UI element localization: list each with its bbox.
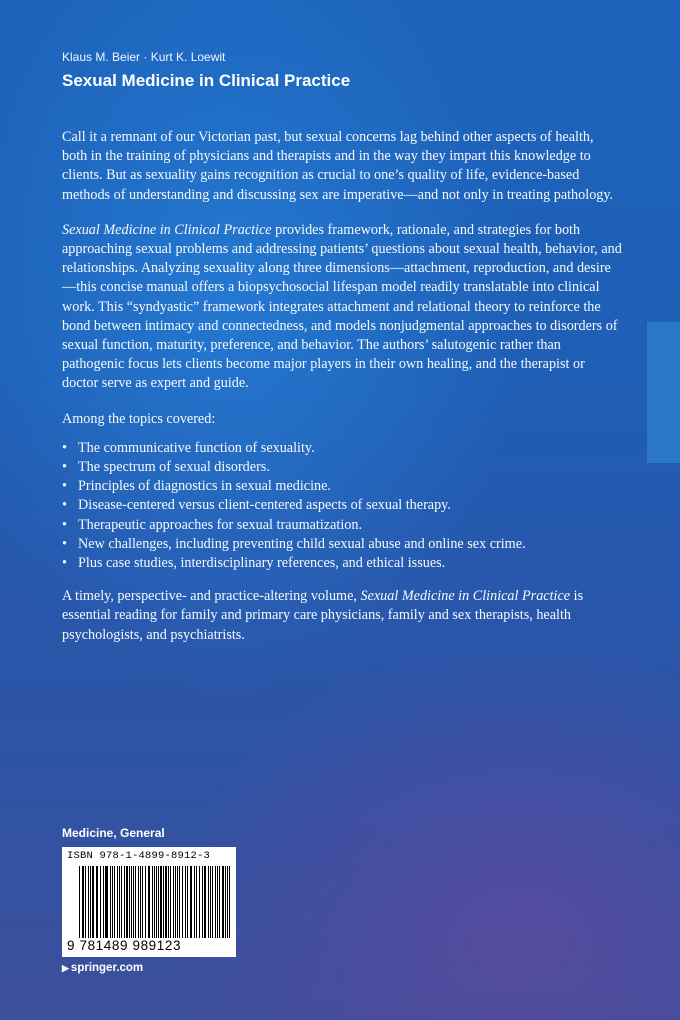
barcode-bar xyxy=(163,866,164,938)
bullet: • xyxy=(62,459,67,476)
barcode-bar xyxy=(199,866,200,938)
barcode-bar xyxy=(97,866,98,938)
barcode-bar xyxy=(79,866,80,938)
barcode-bar xyxy=(175,866,176,938)
arrow-icon: ▶ xyxy=(62,963,69,973)
barcode-bar xyxy=(135,866,136,938)
book-title: Sexual Medicine in Clinical Practice xyxy=(62,71,351,90)
barcode-bar xyxy=(88,866,89,938)
italic-title: Sexual Medicine in Clinical Practice xyxy=(360,588,571,605)
bullet: • xyxy=(62,439,67,456)
barcode-bar xyxy=(100,866,101,938)
barcode-bar xyxy=(119,866,120,938)
barcode-bar xyxy=(154,866,155,938)
barcode-bar xyxy=(96,866,97,938)
barcode-bar xyxy=(112,866,113,938)
subject-category: Medicine, General xyxy=(62,826,165,840)
barcode-bar xyxy=(103,866,104,938)
barcode-bar xyxy=(129,866,130,938)
barcode-bar xyxy=(121,866,122,938)
barcode-bar xyxy=(196,866,198,938)
list-item: • Plus case studies, interdisciplinary references, and ethical issues. xyxy=(62,554,622,573)
barcode-bar xyxy=(117,866,118,938)
list-item: • The spectrum of sexual disorders. xyxy=(62,458,622,477)
bullet: • xyxy=(62,516,67,533)
barcode-bar xyxy=(152,866,153,938)
barcode-bar xyxy=(212,866,213,938)
barcode-bar xyxy=(106,866,107,938)
list-item: • New challenges, including preventing child sexual abuse and online sex crime. xyxy=(62,535,622,554)
barcode-bar xyxy=(173,866,174,938)
barcode-bar xyxy=(140,866,141,938)
barcode-bar xyxy=(160,866,161,938)
barcode-bar xyxy=(177,866,178,938)
barcode-bar xyxy=(158,866,159,938)
isbn-barcode xyxy=(62,847,236,957)
barcode-bar xyxy=(204,866,205,938)
barcode-bar xyxy=(110,866,112,938)
barcode-bar xyxy=(165,866,167,938)
barcode-bar xyxy=(133,866,134,938)
list-item: • Therapeutic approaches for sexual traumatization. xyxy=(62,516,622,535)
barcode-bar xyxy=(168,866,169,938)
barcode-bar xyxy=(202,866,203,938)
bullet: • xyxy=(62,478,67,495)
authors: Klaus M. Beier · Kurt K. Loewit xyxy=(62,50,226,64)
barcode-bar xyxy=(145,866,146,938)
isbn-label: ISBN 978-1-4899-8912-3 xyxy=(67,850,211,862)
bullet: • xyxy=(62,555,67,572)
barcode-bar xyxy=(185,866,186,938)
barcode-bar xyxy=(85,866,86,938)
topics-intro: Among the topics covered: xyxy=(62,410,216,427)
barcode-bar xyxy=(229,866,230,938)
barcode-bar xyxy=(170,866,171,938)
italic-title: Sexual Medicine in Clinical Practice xyxy=(62,221,272,238)
barcode-bar xyxy=(149,866,150,938)
barcode-bar xyxy=(217,866,218,938)
barcode-bar xyxy=(225,866,226,938)
barcode-bar xyxy=(126,866,128,938)
barcode-bar xyxy=(222,866,224,938)
barcode-bar xyxy=(92,866,94,938)
barcode-bar xyxy=(194,866,195,938)
ean-digits: 9 781489 989123 xyxy=(67,938,182,953)
barcode-bar xyxy=(215,866,216,938)
publisher-website xyxy=(62,962,143,974)
bullet: • xyxy=(62,497,67,514)
list-item: • Principles of diagnostics in sexual medicine. xyxy=(62,477,622,496)
barcode-bar xyxy=(210,866,211,938)
barcode-bar xyxy=(156,866,157,938)
barcode-bar xyxy=(205,866,206,938)
barcode-bar xyxy=(124,866,125,938)
barcode-bar xyxy=(142,866,144,938)
bullet: • xyxy=(62,535,67,552)
list-item: • Disease-centered versus client-centered aspects of sexual therapy. xyxy=(62,496,622,515)
barcode-bar xyxy=(105,866,106,938)
barcode-bar xyxy=(190,866,191,938)
barcode-bar xyxy=(131,866,132,938)
barcode-bar xyxy=(114,866,115,938)
barcode-bar xyxy=(187,866,188,938)
closing-paragraph: A timely, perspective- and practice-altering volume, Sexual Medicine in Clinical Practice is essential reading for family and primary care physicians, family and sex therapists, health psychologists, and psychiatrists. xyxy=(62,588,584,643)
barcode-bar xyxy=(82,866,83,938)
barcode-bar xyxy=(227,866,228,938)
website-text: springer.com xyxy=(70,962,144,974)
paragraph-2-text: provides framework, rationale, and strategies for both approaching sexual problems and addressing patients’ questions about sexual health, behavior, and relationships. Analyzing sexuality along three dimensions—attachment, reproduction, and desire—this concise manual offers a biopsychosocial lifespan model readily translatable into clinical work. This “syndyastic” framework integrates attachment and relational theory to reinforce the bond between intimacy and connectedness, and models nonjudgmental approaches to disorders of sexual function, maturity, preference, and behavior. The authors’ salutogenic rather than pathogenic focus lets clients become major players in their own healing, and the therapist or doctor serve as expert and guide. xyxy=(62,221,622,392)
list-item: • The communicative function of sexuality. xyxy=(62,439,622,458)
barcode-bar xyxy=(208,866,209,938)
description-paragraph-1: Call it a remnant of our Victorian past, but sexual concerns lag behind other aspects of health, both in the training of physicians and therapists and in the way they impart this knowledge to clients. But as sexuality gains recognition as crucial to one’s quality of life, evidence-based methods of understanding and discussing sex are imperative—and not only in treating pathology. xyxy=(62,129,614,203)
description xyxy=(62,128,622,661)
barcode-bar xyxy=(191,866,192,938)
barcode-bar xyxy=(219,866,220,938)
barcode-bar xyxy=(90,866,91,938)
barcode-bar xyxy=(148,866,149,938)
barcode-bar xyxy=(83,866,84,938)
barcode-bars xyxy=(79,866,231,938)
topics-list xyxy=(62,439,622,573)
barcode-bar xyxy=(182,866,184,938)
barcode-bar xyxy=(138,866,139,938)
barcode-bar xyxy=(179,866,180,938)
side-color-tab xyxy=(647,322,680,463)
description-paragraph-2 xyxy=(62,221,622,394)
